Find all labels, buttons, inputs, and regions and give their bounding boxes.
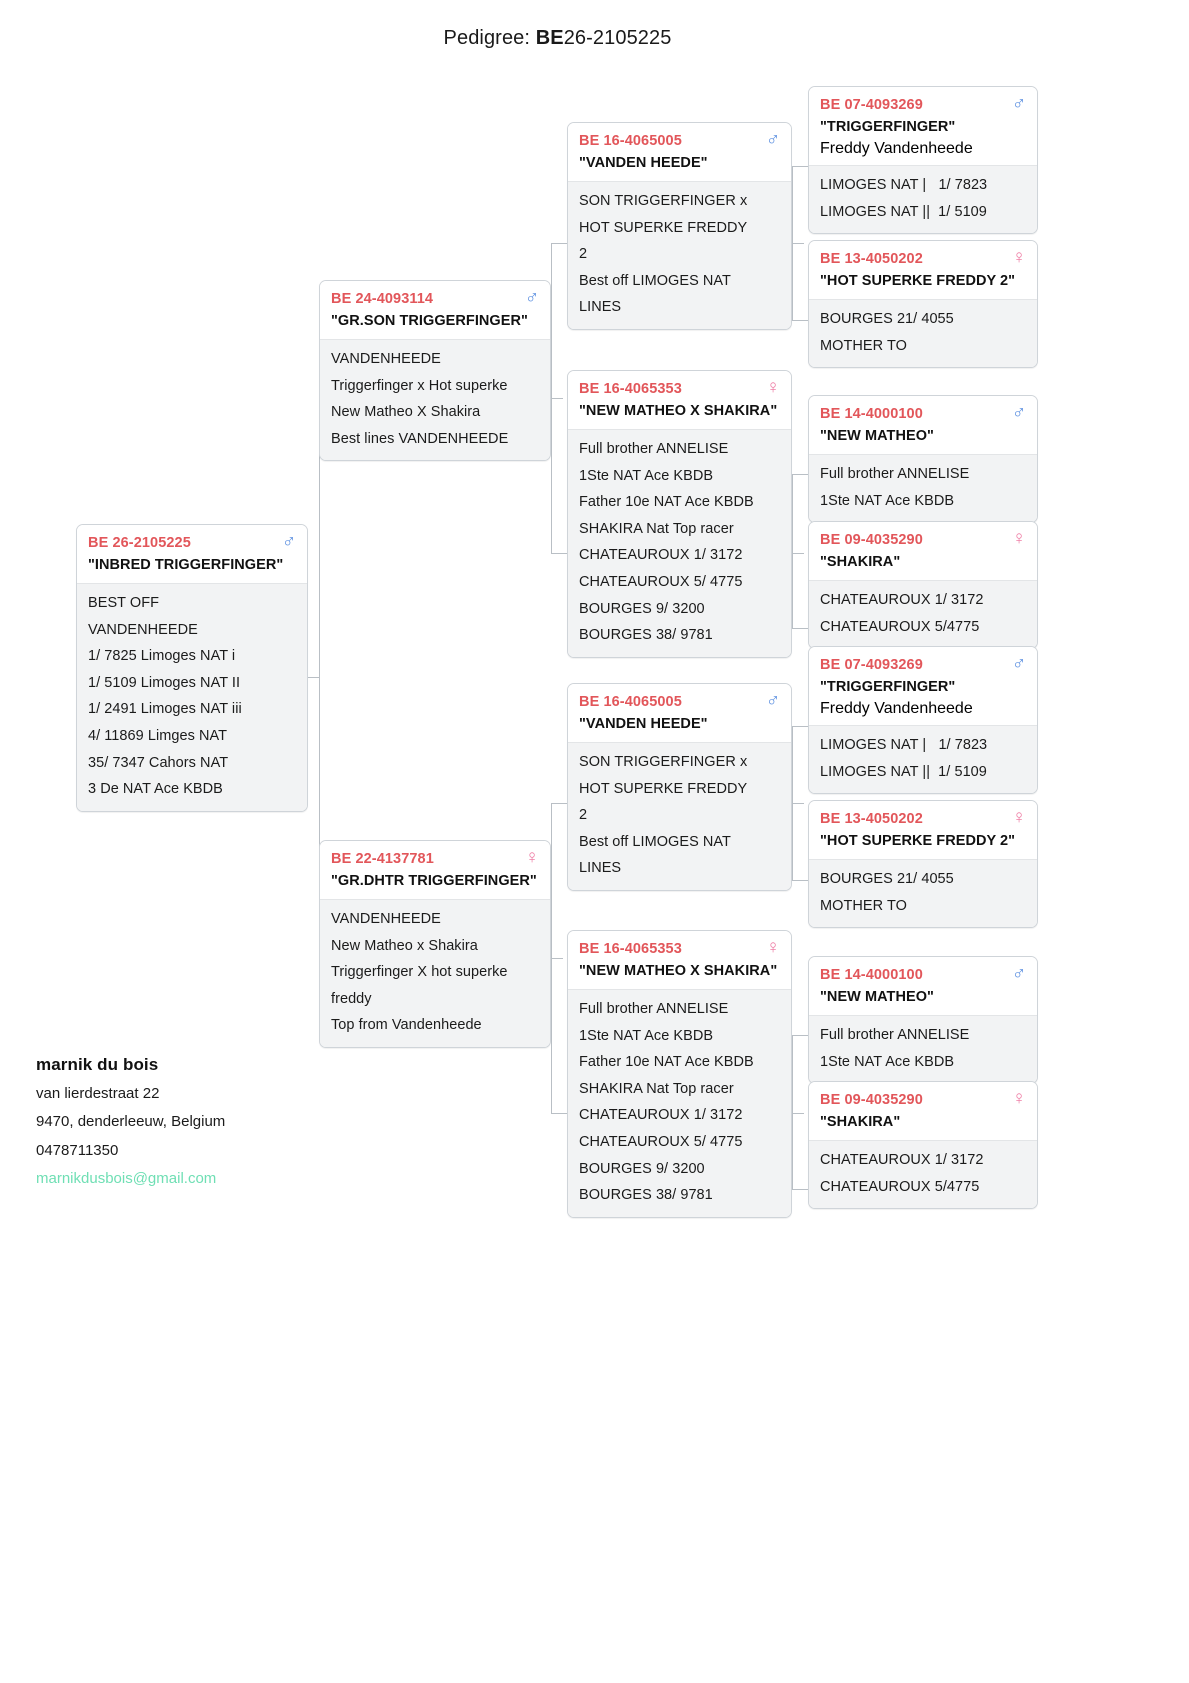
ring-number: BE 16-4065005 [579, 133, 682, 149]
connector [792, 474, 808, 475]
male-icon: ♂ [524, 287, 540, 308]
card-header [809, 801, 1037, 859]
pigeon-name: "INBRED TRIGGERFINGER" [88, 556, 284, 573]
detail-line: Father 10e NAT Ace KBDB [579, 1054, 754, 1071]
breeder-info [36, 1051, 366, 1194]
card-body [809, 1015, 1037, 1083]
owner-name: Freddy Vandenheede [820, 700, 973, 718]
page-title-bold: BE [535, 27, 564, 49]
detail-line: LIMOGES NAT || 1/ 5109 [820, 203, 987, 220]
ring-number: BE 13-4050202 [820, 251, 923, 267]
connector [792, 880, 808, 881]
card-header [809, 1082, 1037, 1140]
pigeon-name: "NEW MATHEO X SHAKIRA" [579, 962, 778, 979]
female-icon: ♀ [765, 937, 781, 958]
connector [551, 803, 567, 804]
female-icon: ♀ [1011, 807, 1027, 828]
pigeon-name: "TRIGGERFINGER" [820, 118, 956, 135]
connector [792, 320, 808, 321]
male-icon: ♂ [765, 129, 781, 150]
pedigree-card-dam[interactable] [319, 840, 551, 1048]
card-header [320, 841, 550, 899]
ring-number: BE 16-4065005 [579, 694, 682, 710]
detail-line: LIMOGES NAT || 1/ 5109 [820, 763, 987, 780]
connector [551, 1113, 567, 1114]
detail-line: CHATEAUROUX 1/ 3172 [579, 547, 743, 564]
card-body [568, 429, 791, 656]
pedigree-card-gen4[interactable] [808, 395, 1038, 523]
detail-line: CHATEAUROUX 1/ 3172 [579, 1107, 743, 1124]
detail-line: 1Ste NAT Ace KBDB [579, 467, 714, 484]
detail-line: HOT SUPERKE FREDDY [579, 780, 748, 797]
breeder-name: marnik du bois [36, 1055, 159, 1074]
detail-line: Best lines VANDENHEEDE [331, 430, 509, 447]
card-body [320, 339, 550, 460]
connector [551, 553, 567, 554]
detail-line: 1/ 7825 Limoges NAT i [88, 648, 236, 665]
pigeon-name: "GR.DHTR TRIGGERFINGER" [331, 872, 537, 889]
connector [792, 726, 808, 727]
female-icon: ♀ [524, 847, 540, 868]
card-body [568, 181, 791, 329]
male-icon: ♂ [1011, 93, 1027, 114]
pedigree-card-gen4[interactable] [808, 956, 1038, 1084]
male-icon: ♂ [1011, 653, 1027, 674]
female-icon: ♀ [1011, 528, 1027, 549]
connector [792, 553, 804, 554]
male-icon: ♂ [765, 690, 781, 711]
detail-line: Triggerfinger X hot superke [331, 964, 508, 981]
connector [551, 243, 552, 553]
pedigree-card-gen3[interactable] [567, 683, 792, 891]
card-header [809, 957, 1037, 1015]
breeder-street: van lierdestraat 22 [36, 1084, 160, 1102]
card-body [568, 989, 791, 1216]
connector [792, 803, 804, 804]
male-icon: ♂ [1011, 402, 1027, 423]
detail-line: LIMOGES NAT | 1/ 7823 [820, 177, 988, 194]
card-body [809, 580, 1037, 648]
detail-line: SON TRIGGERFINGER x [579, 754, 748, 771]
pigeon-name: "VANDEN HEEDE" [579, 154, 708, 171]
pigeon-name: "SHAKIRA" [820, 1113, 901, 1130]
ring-number: BE 09-4035290 [820, 1092, 923, 1108]
detail-line: Full brother ANNELISE [820, 1027, 970, 1044]
detail-line: CHATEAUROUX 5/4775 [820, 618, 980, 635]
card-body [809, 454, 1037, 522]
detail-line: VANDENHEEDE [88, 621, 198, 638]
card-header [809, 87, 1037, 165]
connector [307, 677, 319, 678]
breeder-city: 9470, denderleeuw, Belgium [36, 1113, 226, 1131]
card-body [77, 583, 307, 810]
card-header [568, 684, 791, 742]
pigeon-name: "HOT SUPERKE FREDDY 2" [820, 272, 1016, 289]
ring-number: BE 14-4000100 [820, 967, 923, 983]
detail-line: Father 10e NAT Ace KBDB [579, 494, 754, 511]
card-body [809, 859, 1037, 927]
male-icon: ♂ [1011, 963, 1027, 984]
connector [792, 628, 808, 629]
detail-line: Best off LIMOGES NAT [579, 272, 731, 289]
detail-line: 35/ 7347 Cahors NAT [88, 754, 229, 771]
pedigree-card-gen3[interactable] [567, 930, 792, 1218]
detail-line: New Matheo X Shakira [331, 404, 481, 421]
pedigree-card-gen4[interactable] [808, 521, 1038, 649]
detail-line: New Matheo x Shakira [331, 937, 478, 954]
detail-line: CHATEAUROUX 5/ 4775 [579, 1133, 743, 1150]
pedigree-card-sire[interactable] [319, 280, 551, 461]
pigeon-name: "NEW MATHEO" [820, 427, 934, 444]
page-title-rest: 26-2105225 [563, 27, 672, 49]
connector [792, 1035, 793, 1189]
detail-line: LINES [579, 299, 622, 316]
ring-number: BE 26-2105225 [88, 535, 191, 551]
card-header [568, 123, 791, 181]
card-header [568, 371, 791, 429]
detail-line: BOURGES 38/ 9781 [579, 1187, 713, 1204]
pedigree-card-subject[interactable] [76, 524, 308, 812]
card-body [568, 742, 791, 890]
detail-line: 2 [579, 246, 588, 263]
page-title-prefix: Pedigree: [443, 27, 536, 49]
detail-line: Best off LIMOGES NAT [579, 833, 731, 850]
pigeon-name: "SHAKIRA" [820, 553, 901, 570]
ring-number: BE 14-4000100 [820, 406, 923, 422]
ring-number: BE 13-4050202 [820, 811, 923, 827]
card-header [809, 647, 1037, 725]
pedigree-card-gen3[interactable] [567, 122, 792, 330]
connector [792, 166, 793, 320]
pigeon-name: "NEW MATHEO X SHAKIRA" [579, 402, 778, 419]
pedigree-card-gen4[interactable] [808, 1081, 1038, 1209]
detail-line: freddy [331, 990, 372, 1007]
connector [551, 958, 563, 959]
detail-line: BOURGES 21/ 4055 [820, 311, 954, 328]
detail-line: CHATEAUROUX 1/ 3172 [820, 1152, 984, 1169]
card-header [320, 281, 550, 339]
card-header [568, 931, 791, 989]
card-body [809, 725, 1037, 793]
pigeon-name: "GR.SON TRIGGERFINGER" [331, 312, 528, 329]
detail-line: 1Ste NAT Ace KBDB [579, 1027, 714, 1044]
ring-number: BE 07-4093269 [820, 97, 923, 113]
pedigree-card-gen4[interactable] [808, 86, 1038, 234]
detail-line: BOURGES 9/ 3200 [579, 1160, 705, 1177]
card-header [809, 241, 1037, 299]
detail-line: LIMOGES NAT | 1/ 7823 [820, 737, 988, 754]
detail-line: 2 [579, 807, 588, 824]
detail-line: HOT SUPERKE FREDDY [579, 219, 748, 236]
female-icon: ♀ [765, 377, 781, 398]
card-header [77, 525, 307, 583]
detail-line: LINES [579, 860, 622, 877]
card-body [809, 1140, 1037, 1208]
card-body [809, 165, 1037, 233]
detail-line: 1/ 2491 Limoges NAT iii [88, 701, 242, 718]
card-header [809, 522, 1037, 580]
detail-line: BEST OFF [88, 595, 160, 612]
detail-line: 1Ste NAT Ace KBDB [820, 1053, 955, 1070]
detail-line: 4/ 11869 Limges NAT [88, 727, 228, 744]
ring-number: BE 16-4065353 [579, 381, 682, 397]
pigeon-name: "TRIGGERFINGER" [820, 678, 956, 695]
pedigree-card-gen4[interactable] [808, 240, 1038, 368]
connector [551, 243, 567, 244]
detail-line: Full brother ANNELISE [579, 441, 729, 458]
connector [792, 1035, 808, 1036]
ring-number: BE 16-4065353 [579, 941, 682, 957]
connector [792, 243, 804, 244]
owner-name: Freddy Vandenheede [820, 140, 973, 158]
female-icon: ♀ [1011, 1088, 1027, 1109]
card-header [809, 396, 1037, 454]
ring-number: BE 24-4093114 [331, 291, 434, 307]
ring-number: BE 07-4093269 [820, 657, 923, 673]
connector [551, 398, 563, 399]
pedigree-card-gen3[interactable] [567, 370, 792, 658]
pedigree-card-gen4[interactable] [808, 646, 1038, 794]
detail-line: CHATEAUROUX 5/4775 [820, 1178, 980, 1195]
connector [792, 474, 793, 628]
ring-number: BE 09-4035290 [820, 532, 923, 548]
detail-line: Top from Vandenheede [331, 1017, 482, 1034]
connector [551, 803, 552, 1113]
detail-line: MOTHER TO [820, 897, 907, 914]
pigeon-name: "VANDEN HEEDE" [579, 715, 708, 732]
pedigree-card-gen4[interactable] [808, 800, 1038, 928]
detail-line: Full brother ANNELISE [579, 1001, 729, 1018]
detail-line: SHAKIRA Nat Top racer [579, 1080, 734, 1097]
detail-line: 3 De NAT Ace KBDB [88, 781, 223, 798]
male-icon: ♂ [281, 531, 297, 552]
pigeon-name: "NEW MATHEO" [820, 988, 934, 1005]
connector [792, 1113, 804, 1114]
detail-line: BOURGES 21/ 4055 [820, 871, 954, 888]
female-icon: ♀ [1011, 247, 1027, 268]
detail-line: CHATEAUROUX 1/ 3172 [820, 592, 984, 609]
detail-line: VANDENHEEDE [331, 351, 441, 368]
detail-line: BOURGES 38/ 9781 [579, 627, 713, 644]
detail-line: Full brother ANNELISE [820, 466, 970, 483]
detail-line: BOURGES 9/ 3200 [579, 600, 705, 617]
detail-line: MOTHER TO [820, 337, 907, 354]
breeder-email[interactable]: marnikdusbois@gmail.com [36, 1170, 217, 1188]
connector [792, 1189, 808, 1190]
card-body [809, 299, 1037, 367]
detail-line: VANDENHEEDE [331, 911, 441, 928]
card-body [320, 899, 550, 1047]
detail-line: 1/ 5109 Limoges NAT II [88, 674, 241, 691]
ring-number: BE 22-4137781 [331, 851, 434, 867]
connector [792, 166, 808, 167]
page-title [0, 27, 1115, 50]
detail-line: SON TRIGGERFINGER x [579, 193, 748, 210]
breeder-phone: 0478711350 [36, 1141, 119, 1159]
detail-line: SHAKIRA Nat Top racer [579, 520, 734, 537]
detail-line: CHATEAUROUX 5/ 4775 [579, 573, 743, 590]
detail-line: 1Ste NAT Ace KBDB [820, 492, 955, 509]
connector [792, 726, 793, 880]
pigeon-name: "HOT SUPERKE FREDDY 2" [820, 832, 1016, 849]
detail-line: Triggerfinger x Hot superke [331, 377, 508, 394]
